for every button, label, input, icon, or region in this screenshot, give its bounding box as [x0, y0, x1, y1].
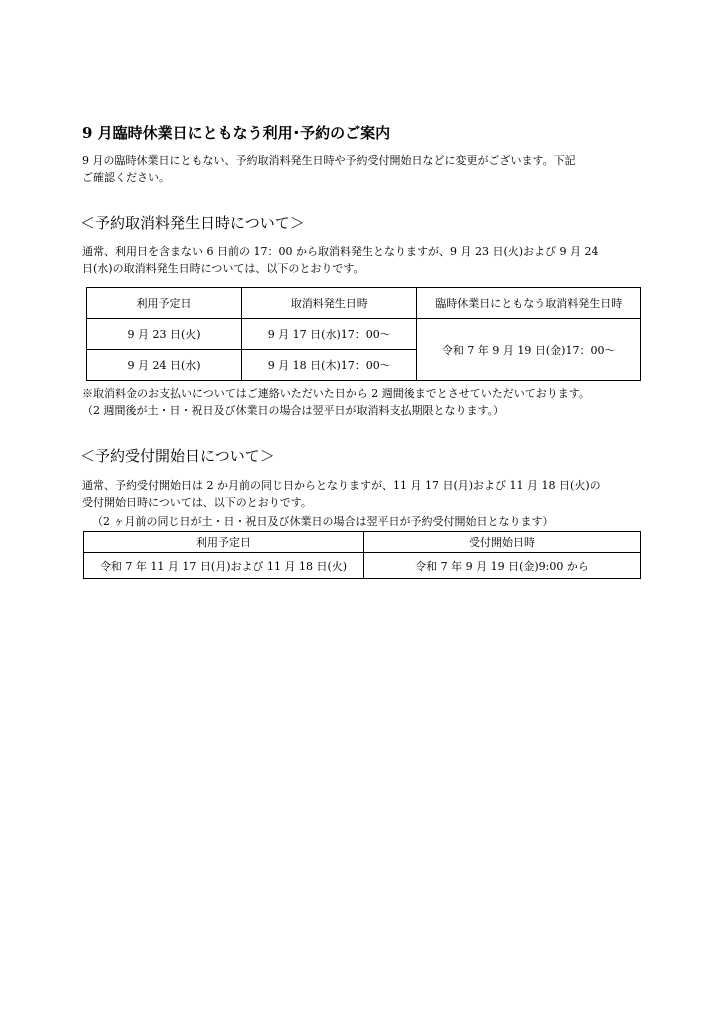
intro-line-2: ご確認ください。 — [82, 171, 170, 184]
cancel-fee-table — [86, 287, 641, 381]
accept-note: （2 ヶ月前の同じ日が土・日・祝日及び休業日の場合は翌平日が予約受付開始日となります） — [92, 515, 554, 528]
table-row — [87, 319, 641, 350]
table-header-cell: 取消料発生日時 — [242, 288, 417, 319]
intro-line-1: 9 月の臨時休業日にともない、予約取消料発生日時や予約受付開始日などに変更がございます。下記 — [82, 154, 576, 167]
table-header-cell: 受付開始日時 — [364, 532, 641, 553]
accept-body-line-1: 通常、予約受付開始日は 2 か月前の同じ日からとなりますが、11 月 17 日(月)および 11 月 18 日(火)の — [82, 479, 601, 492]
merged-table-cell: 令和 7 年 9 月 19 日(金)17：00～ — [417, 319, 641, 381]
table-header-cell: 利用予定日 — [84, 532, 364, 553]
table-header-row — [84, 532, 641, 553]
cancel-section-heading: ＜予約取消料発生日時について＞ — [80, 214, 305, 232]
payment-note-line-2: （2 週間後が土・日・祝日及び休業日の場合は翌平日が取消料支払期限となります。） — [82, 404, 505, 417]
table-cell: 9 月 23 日(火) — [87, 319, 242, 350]
accept-body-line-2: 受付開始日時については、以下のとおりです。 — [82, 496, 312, 509]
payment-note-line-1: ※取消料金のお支払いについてはご連絡いただいた日から 2 週間後までとさせていただいております。 — [82, 387, 590, 400]
document-title: 9 月臨時休業日にともなう利用･予約のご案内 — [82, 124, 391, 142]
accept-section-heading: ＜予約受付開始日について＞ — [80, 447, 275, 465]
table-header-cell: 臨時休業日にともなう取消料発生日時 — [417, 288, 641, 319]
cancel-body-line-2: 日(水)の取消料発生日時については、以下のとおりです。 — [82, 262, 365, 275]
table-cell: 9 月 17 日(水)17：00～ — [242, 319, 417, 350]
table-header-row — [87, 288, 641, 319]
table-row — [84, 553, 641, 579]
table-cell: 9 月 24 日(水) — [87, 350, 242, 381]
table-cell: 令和 7 年 11 月 17 日(月)および 11 月 18 日(火) — [84, 553, 364, 579]
cancel-body-line-1: 通常、利用日を含まない 6 日前の 17：00 から取消料発生となりますが、9 月 23 日(火)および 9 月 24 — [82, 245, 599, 258]
table-cell: 令和 7 年 9 月 19 日(金)9:00 から — [364, 553, 641, 579]
reservation-start-table — [83, 531, 641, 579]
table-cell: 9 月 18 日(木)17：00～ — [242, 350, 417, 381]
table-header-cell: 利用予定日 — [87, 288, 242, 319]
